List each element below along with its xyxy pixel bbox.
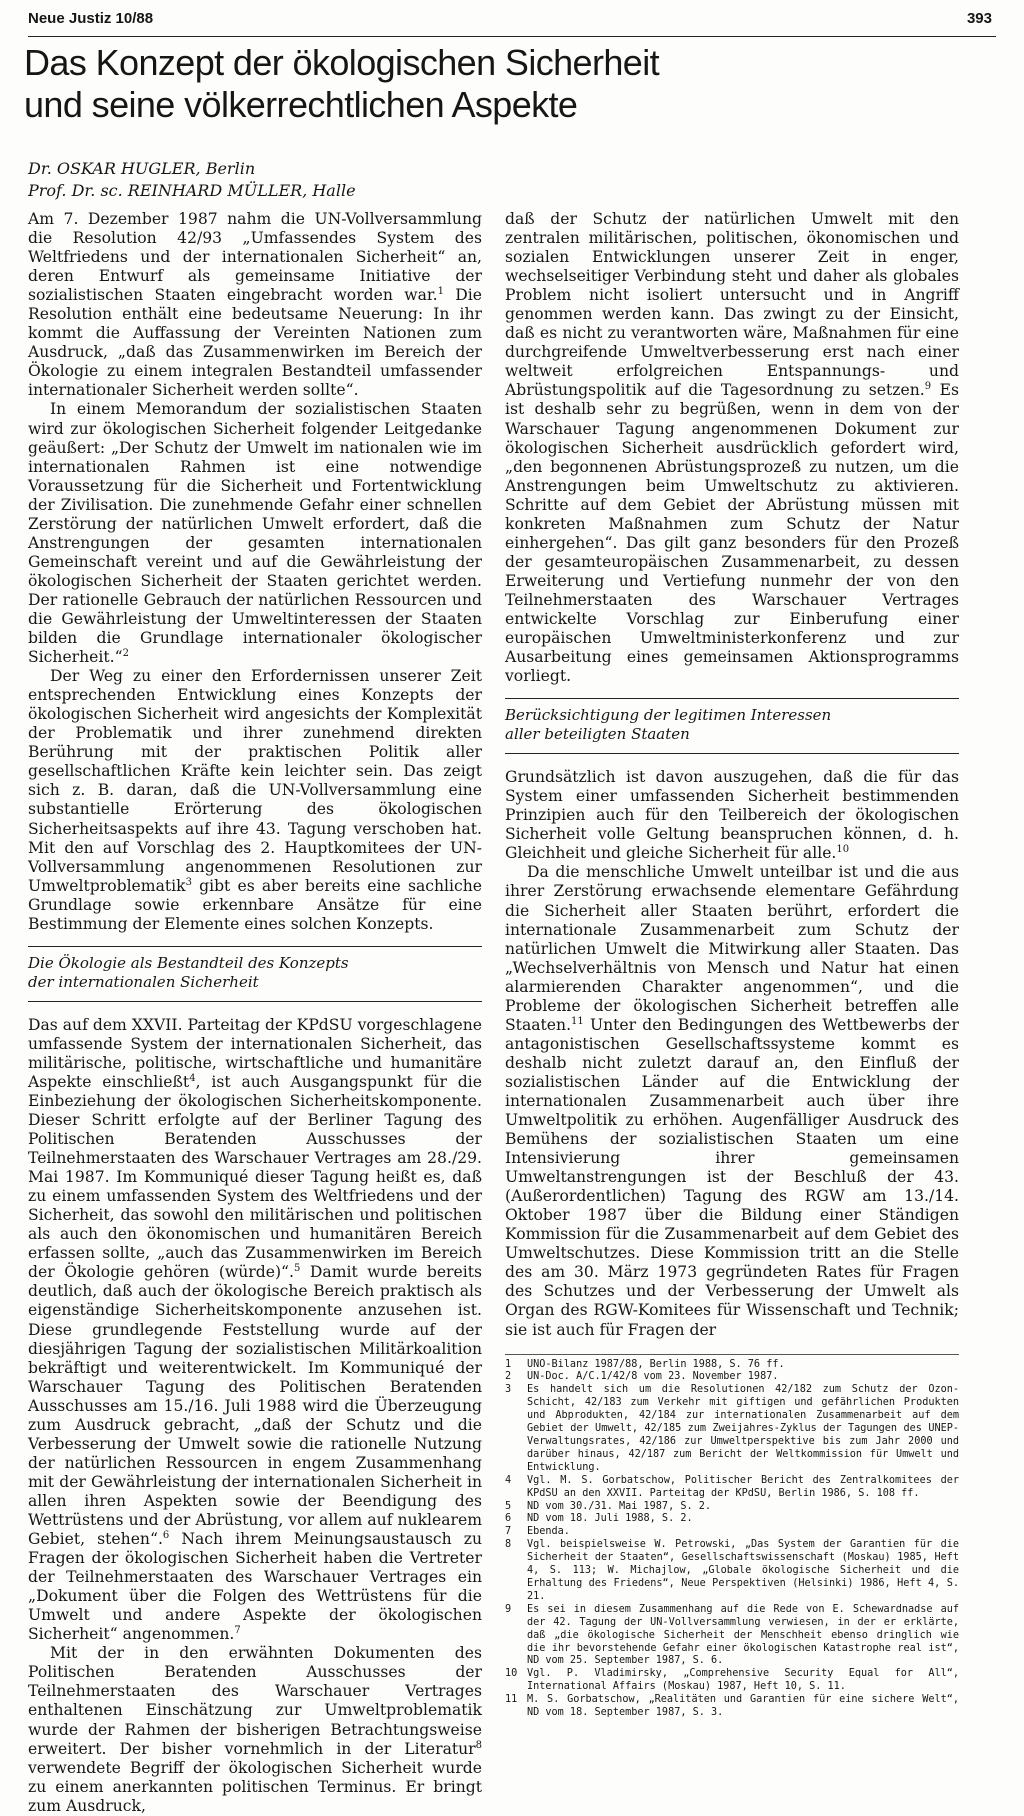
journal-issue: Neue Justiz 10/88: [28, 10, 154, 27]
paragraph: [505, 210, 959, 686]
footnote-text: ND vom 30./31. Mai 1987, S. 2.: [527, 1500, 712, 1512]
footnote: [505, 1694, 959, 1720]
footnote-number: 11: [505, 1694, 518, 1706]
footnote-ref: 9: [924, 381, 932, 393]
section-heading-line-1: Berücksichtigung der legitimen Interessen: [505, 706, 832, 725]
footnote-number: 7: [505, 1526, 512, 1538]
footnote-ref: 6: [162, 1529, 170, 1541]
footnote-number: 2: [505, 1371, 512, 1383]
text-run: Damit wurde bereits deutlich, daß auch der ökologische Bereich praktisch als eigenständige Sicherheitskomponente anzusehen ist. Diese grundlegende Feststellung wurde auf der diesjährigen Tagung der sozialistischen Militärkoalition bekräftigt und weiterentwickelt. Im Kommuniqué der Warschauer Tagung des Politischen Beratenden Ausschusses am 15./16. Juli 1988 wird die Überzeugung zum Ausdruck gebracht, „daß der Schutz und die Verbesserung der Umwelt sowie die rationelle Nutzung der natürlichen Ressourcen in engem Zusammenhang mit der Gewährleistung der internationalen Sicherheit in allen ihren Aspekten sowie der Beendigung des Wettrüstens und der Abrüstung, vor allem auf nuklearem Gebiet, stehen“.: [28, 1263, 483, 1549]
footnote-number: 8: [505, 1539, 512, 1551]
text-run: Grundsätzlich ist davon auszugehen, daß die für das System einer umfassenden Sicherheit bestimmenden Prinzipien auch für den Teilbereich der ökologischen Sicherheit volle Geltung beanspruchen können, d. h. Gleichheit und gleiche Sicherheit für alle.: [505, 768, 959, 863]
page-number: 393: [966, 10, 992, 27]
footnote-text: Vgl. M. S. Gorbatschow, Politischer Bericht des Zentralkomitees der KPdSU an den XXVII. Parteitag der KPdSU, Berlin 1986, S. 108 ff.: [527, 1474, 959, 1499]
footnote-ref: 3: [185, 876, 192, 888]
text-run: Es ist deshalb sehr zu begrüßen, wenn in dem von der Warschauer Tagung angenommenen Dokument zur ökologischen Sicherheit ausdrücklich gefordert wird, „den begonnenen Abrüstungsprozeß zu nutzen, um die Anstrengungen beim Umweltschutz zu aktivieren. Schritte auf dem Gebiet der Abrüstung müssen mit konkreten Maßnahmen zum Schutz der Natur einhergehen“. Das gilt ganz besonders für den Prozeß der gesamteuropäischen Zusammenarbeit, zu dessen Erweiterung und Vertiefung nunmehr der von den Teilnehmerstaaten des Warschauer Vertrages entwickelte Vorschlag zur Einberufung einer europäischen Umweltministerkonferenz und zur Ausarbeitung eines gemeinsamen Aktionsprogramms vorliegt.: [505, 381, 960, 686]
footnote-number: 1: [505, 1358, 512, 1370]
footnote-ref: 10: [836, 844, 850, 856]
title-line-1: Das Konzept der ökologischen Sicherheit: [24, 42, 659, 83]
author-block: [28, 158, 508, 202]
author-1: Dr. OSKAR HUGLER, Berlin: [28, 159, 256, 178]
text-run: gibt es aber bereits eine sachliche Grundlage sowie erkennbare Ansätze für eine Bestimmung der Elemente eines solchen Konzepts.: [28, 876, 482, 933]
footnote-text: M. S. Gorbatschow, „Realitäten und Garantien für eine sichere Welt“, ND vom 18. September 1987, S. 3.: [527, 1694, 959, 1719]
running-head: [28, 10, 996, 37]
footnote: [505, 1526, 959, 1539]
footnote-text: Vgl. beispielsweise W. Petrowski, „Das System der Garantien für die Sicherheit der Staaten“, Gesellschaftswissenschaft (Moskau) 1985, Heft 4, S. 113; W. Michajlow, „Globale ökologische Sicherheit und die Erhaltung des Friedens“, Neue Perspektiven (Helsinki) 1986, Heft 4, S. 21.: [527, 1539, 959, 1602]
paragraph: [28, 1644, 482, 1815]
footnote: [505, 1475, 959, 1501]
footnote-number: 4: [505, 1474, 512, 1486]
footnote-ref: 4: [189, 1072, 196, 1084]
text-run: Mit der in den erwähnten Dokumenten des Politischen Beratenden Ausschusses der Teilnehmerstaaten des Warschauer Vertrages enthaltenen Einschätzung zur Umweltproblematik wurde der Rahmen der bisherigen Betrachtungsweise erweitert. Der bisher vornehmlich in der Literatur: [28, 1644, 482, 1758]
footnote: [505, 1539, 959, 1604]
footnote-text: Ebenda.: [527, 1526, 570, 1538]
footnote-number: 5: [505, 1500, 512, 1512]
footnote-ref: 8: [475, 1739, 482, 1751]
title-line-2: und seine völkerrechtlichen Aspekte: [24, 84, 578, 125]
footnote-ref: 1: [437, 286, 444, 297]
text-run: In einem Memorandum der sozialistischen Staaten wird zur ökologischen Sicherheit folgender Leitgedanke geäußert: „Der Schutz der Umwelt im nationalen wie im internationalen Rahmen ist eine notwendige Voraussetzung für die Sicherheit und Fortentwicklung der Zivilisation. Die zunehmende Gefahr einer schnellen Zerstörung der natürlichen Umwelt erfordert, daß die Anstrengungen der gesamten internationalen Gemeinschaft vereint und auf die Gewährleistung der ökologischen Sicherheit der Staaten gerichtet werden. Der rationelle Gebrauch der natürlichen Ressourcen und die Gewährleistung der Umweltinteressen der Staaten bilden die Grundlage internationaler ökologischer Sicherheit.“: [28, 400, 482, 667]
footnote-text: Es handelt sich um die Resolutionen 42/182 zum Schutz der Ozon-Schicht, 42/183 zum Verkehr mit giftigen und gefährlichen Produkten und Abprodukten, 42/184 zur internationalen Zusammenarbeit auf dem Gebiet der Umwelt, 42/185 zum Zweijahres-Zyklus der Tagungen des UNEP-Verwaltungsrates, 42/186 zur Umweltperspektive bis zum Jahr 2000 und darüber hinaus, 42/187 zum Bericht der Weltkommission für Umwelt und Entwicklung.: [527, 1384, 959, 1473]
text-run: Der Weg zu einer den Erfordernissen unserer Zeit entsprechenden Entwicklung eines Konzepts der ökologischen Sicherheit wird angesichts der Komplexität der Problematik und ihrer zunehmend direkten Berührung mit der praktischen Politik aller gesellschaftlichen Kräfte kein leichter sein. Das zeigt sich z. B. daran, daß die UN-Vollversammlung eine substantielle Erörterung des ökologischen Sicherheitsaspekts auf ihre 43. Tagung verschoben hat. Mit den auf Vorschlag des 2. Hauptkomitees der UN-Vollversammlung angenommenen Resolutionen zur Umweltproblematik: [28, 667, 482, 895]
text-run: Das auf dem XXVII. Parteitag der KPdSU vorgeschlagene umfassende System der internationalen Sicherheit, das militärische, politische, wirtschaftliche und humanitäre Aspekte einschließt: [28, 1015, 482, 1091]
footnote: [505, 1359, 959, 1372]
text-run: , ist auch Ausgangspunkt für die Einbeziehung der ökologischen Sicherheitskomponente. Dieser Schritt erfolgte auf der Berliner Tagung des Politischen Beratenden Ausschusses der Teilnehmerstaaten des Warschauer Vertrages am 28./29. Mai 1987. Im Kommuniqué dieser Tagung heißt es, daß zu einem umfassenden System des Weltfriedens und der Sicherheit, das sowohl den militärischen und politischen als auch den ökonomischen und humanitären Bereich erfassen sollte, „auch das Zusammenwirken im Bereich der Ökologie gehören (würde)“.: [28, 1072, 482, 1282]
footnote: [505, 1604, 959, 1669]
footnote: [505, 1384, 959, 1474]
footnote-number: 10: [505, 1668, 518, 1680]
footnote-text: ND vom 18. Juli 1988, S. 2.: [527, 1513, 693, 1525]
section-heading: [505, 698, 959, 754]
footnote: [505, 1513, 959, 1526]
section-heading-line-1: Die Ökologie als Bestandteil des Konzepts: [28, 953, 349, 972]
footnote-text: Vgl. P. Vladimirsky, „Comprehensive Security Equal for All“, International Affairs (Moskau) 1987, Heft 10, S. 11.: [527, 1668, 959, 1693]
text-run: Da die menschliche Umwelt unteilbar ist und die aus ihrer Zerstörung erwachsende elementare Gefährdung die Sicherheit aller Staaten berührt, erfordert die internationale Zusammenarbeit zum Schutz der natürlichen Umwelt die Mitwirkung aller Staaten. Das „Wechselverhältnis von Mensch und Natur hat einen alarmierenden Charakter angenommen“, und die Probleme der ökologischen Sicherheit betreffen alle Staaten.: [505, 863, 959, 1034]
paragraph: [505, 863, 959, 1339]
section-heading-line-2: der internationalen Sicherheit: [28, 972, 259, 991]
footnote-text: UNO-Bilanz 1987/88, Berlin 1988, S. 76 ff.: [527, 1358, 785, 1370]
footnote-number: 9: [505, 1603, 512, 1615]
text-run: verwendete Begriff der ökologischen Sicherheit wurde zu einem anerkannten politischen Terminus. Er bringt zum Ausdruck,: [28, 1758, 482, 1815]
text-run: daß der Schutz der natürlichen Umwelt mit den zentralen militärischen, politischen, ökonomischen und sozialen Entwicklungen unserer Zeit in enger, wechselseitiger Verbindung steht und daher als globales Problem nicht isoliert untersucht und in Angriff genommen werden kann. Das zwingt zu der Einsicht, daß es nicht zu verantworten wäre, Maßnahmen für eine durchgreifende Umweltverbesserung erst nach einer weltweit erfolgreichen Entspannungs- und Abrüstungspolitik auf die Tagesordnung zu setzen.: [505, 210, 959, 400]
author-2: Prof. Dr. sc. REINHARD MÜLLER, Halle: [28, 181, 356, 200]
paragraph: [28, 400, 482, 667]
text-run: Unter den Bedingungen des Wettbewerbs der antagonistischen Gesellschaftssysteme kommt es deshalb nicht zuletzt darauf an, den Einfluß der sozialistischen Länder auf die Entwicklung der internationalen Zusammenarbeit auch über ihre Umweltpolitik zu erhöhen. Augenfälliger Ausdruck des Bemühens der sozialistischen Staaten um eine Intensivierung ihrer gemeinsamen Umweltanstrengungen ist der Beschluß der 43. (Außerordentlichen) Tagung des RGW am 13./14. Oktober 1987 über die Bildung einer Ständigen Kommission für die Zusammenarbeit auf dem Gebiet des Umweltschutzes. Diese Kommission tritt an die Stelle des am 30. März 1973 gegründeten Rates für Fragen des Schutzes und der Verbesserung der Umwelt als Organ des RGW-Komitees für Wissenschaft und Technik; sie ist auch für Fragen der: [505, 1015, 959, 1339]
footnote-text: Es sei in diesem Zusammenhang auf die Rede von E. Schewardnadse auf der 42. Tagung der UN-Vollversammlung verwiesen, in der er erklärte, daß „die ökologische Sicherheit der Menschheit ebenso dringlich wie die ihr bevorstehende Gefahr einer ökologischen Katastrophe real ist“, ND vom 25. September 1987, S. 6.: [527, 1603, 959, 1667]
footnotes: [505, 1354, 959, 1720]
right-column: [505, 210, 960, 1719]
article-title: [24, 42, 664, 126]
text-run: Nach ihrem Meinungsaustausch zu Fragen der ökologischen Sicherheit haben die Vertreter der Teilnehmerstaaten des Warschauer Vertrages ein „Dokument über die Folgen des Wettrüstens für die Umwelt und andere Aspekte der ökologischen Sicherheit“ angenommen.: [28, 1530, 482, 1644]
section-heading: [28, 946, 482, 1002]
footnote-ref: 11: [571, 1015, 584, 1027]
footnote-number: 6: [505, 1513, 512, 1525]
paragraph: [28, 667, 482, 934]
footnote-ref: 5: [293, 1263, 301, 1275]
footnote-text: UN-Doc. A/C.1/42/8 vom 23. November 1987.: [527, 1371, 779, 1383]
section-heading-line-2: aller beteiligten Staaten: [505, 725, 690, 744]
paragraph: [505, 768, 959, 863]
footnote: [505, 1501, 959, 1514]
text-run: Am 7. Dezember 1987 nahm die UN-Vollversammlung die Resolution 42/93 „Umfassendes System des Weltfriedens und der internationalen Sicherheit“ an, deren Entwurf als gemeinsame Initiative der sozialistischen Staaten eingebracht worden war.: [28, 210, 482, 305]
left-column: [28, 210, 483, 1815]
footnote: [505, 1668, 959, 1694]
footnote-ref: 2: [122, 647, 129, 659]
footnote: [505, 1371, 959, 1384]
footnote-ref: 7: [234, 1625, 241, 1637]
paragraph: [28, 1016, 482, 1645]
paragraph: [28, 210, 482, 400]
footnote-number: 3: [505, 1384, 512, 1396]
text-run: Die Resolution enthält eine bedeutsame Neuerung: In ihr kommt die Auffassung der Vereinten Nationen zum Ausdruck, „daß das Zusammenwirken im Bereich der Ökologie zu einem integralen Bestandteil umfassender internationaler Sicherheit werden sollte“.: [28, 286, 482, 400]
